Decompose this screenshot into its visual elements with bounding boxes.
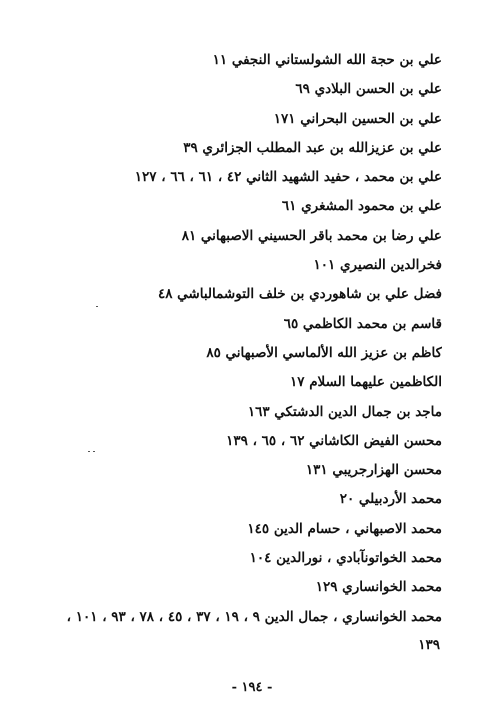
scan-speck: [88, 451, 90, 452]
index-entry: ماجد بن جمال الدين الدشتكي ١٦٣: [247, 403, 442, 420]
index-entry: محمد الخواتونآبادي ، نورالدين ١٠٤: [249, 550, 442, 567]
index-entry: علي بن محمد ، حفيد الشهيد الثاني ٤٢ ، ٦١ ، ٦٦ ، ١٢٧: [134, 169, 442, 186]
index-entry: محمد الخوانساري ، جمال الدين ٩ ، ١٩ ، ٣٧ ، ٤٥ ، ٧٨ ، ٩٣ ، ١٠١ ،: [66, 608, 442, 625]
index-entry: كاظم بن عزيز الله الألماسي الأصبهاني ٨٥: [206, 344, 442, 361]
index-entry: قاسم بن محمد الكاظمي ٦٥: [283, 315, 442, 332]
index-entry: محمد الأردبيلي ٢٠: [339, 491, 442, 508]
index-entry: علي بن حجة الله الشولستاني النجفي ١١: [212, 52, 442, 68]
index-entry: علي بن الحسين البحراني ١٧١: [273, 110, 442, 127]
index-entry: فضل علي بن شاهوردي بن خلف التوشمالباشي ٤٨: [157, 286, 442, 303]
index-entry: علي بن محمود المشغري ٦١: [281, 198, 442, 215]
index-entry-continuation: ١٣٩: [418, 636, 440, 653]
index-entry: محسن الهزارجريبي ١٣١: [305, 462, 442, 479]
page-number: - ١٩٤ -: [231, 680, 273, 695]
index-entry: علي رضا بن محمد باقر الحسيني الاصبهاني ٨١: [181, 227, 442, 244]
index-entry: محسن الفيض الكاشاني ٦٢ ، ٦٥ ، ١٣٩: [226, 432, 442, 449]
scan-speck: [96, 306, 98, 307]
index-entry: علي بن عزيزالله بن عبد المطلب الجزائري ٣٩: [183, 139, 442, 156]
index-entry: فخرالدين النصيري ١٠١: [313, 257, 442, 274]
index-entry: الكاظمين عليهما السلام ١٧: [289, 374, 442, 391]
scan-speck: [93, 451, 95, 452]
index-entry: محمد الاصبهاني ، حسام الدين ١٤٥: [247, 520, 442, 537]
name-index-list: [50, 46, 442, 659]
index-entry: علي بن الحسن البلادي ٦٩: [295, 81, 442, 98]
index-entry: محمد الخوانساري ١٢٩: [315, 579, 442, 596]
